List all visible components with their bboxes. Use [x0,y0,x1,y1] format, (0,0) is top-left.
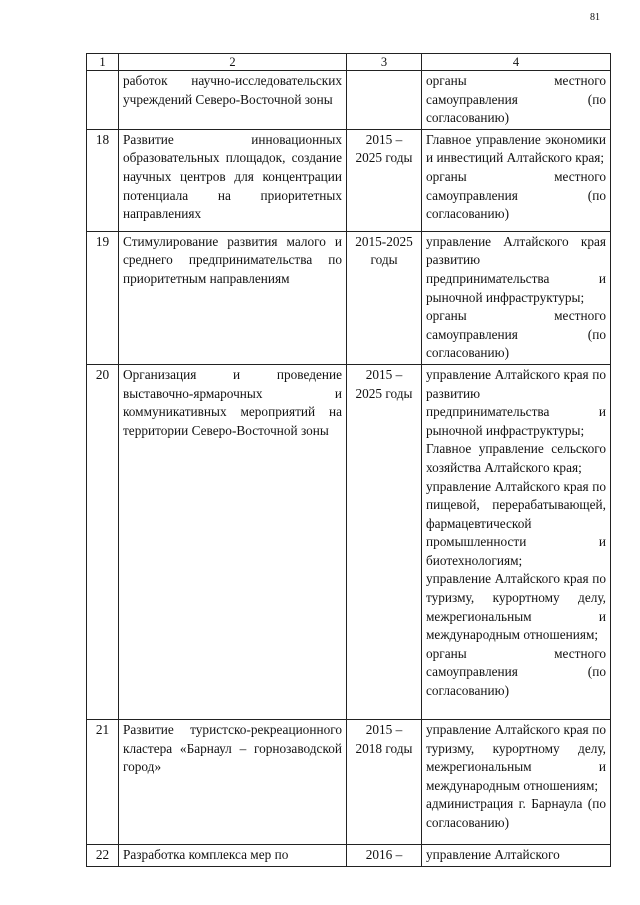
measure-text: работок научно-исследовательских учреждений Северо-Восточной зоны [119,71,347,130]
measure-text: Организация и проведение выставочно-ярмарочных и коммуникативных мероприятий на территории Северо-Восточной зоны [119,364,347,719]
column-number: 2 [119,54,347,71]
row-number: 20 [87,364,119,719]
period-text: 2015 – 2025 годы [347,364,422,719]
executor-item: администрация г. Барнаула (по согласованию) [426,796,606,830]
column-number: 3 [347,54,422,71]
column-number: 1 [87,54,119,71]
table-row [87,71,611,130]
column-number: 4 [422,54,611,71]
table-row [87,231,611,364]
executor-item: управление Алтайского края по развитию предпринимательства и рыночной инфраструктуры; [426,366,606,438]
executor-item: Главное управление сельского хозяйства Алтайского края; [426,441,606,475]
period-text: 2015 – 2025 годы [347,129,422,231]
measure-text: Развитие туристско-рекреационного кластера «Барнаул – горнозаводской город» [119,719,347,844]
table-row [87,364,611,719]
period-text: 2016 – [347,844,422,866]
row-number: 21 [87,719,119,844]
measure-text: Развитие инновационных образовательных площадок, создание научных центров для концентрации потенциала на приоритетных направлениях [119,129,347,231]
executors-cell [422,231,611,364]
executors-cell [422,129,611,231]
executors-cell [422,844,611,866]
executor-item: управление Алтайского края по пищевой, перерабатывающей, фармацевтической промышленности и биотехнологиям; [426,478,606,568]
period-text: 2015 – 2018 годы [347,719,422,844]
row-number: 19 [87,231,119,364]
executors-cell [422,719,611,844]
executors-cell [422,364,611,719]
executor-item: органы местного самоуправления (по согласованию) [426,73,606,126]
table-row [87,844,611,866]
executor-item: управление Алтайского края по туризму, курортному делу, межрегиональным и международным отношениям; [426,721,606,793]
table-row [87,129,611,231]
executor-item: управление Алтайского [426,846,560,862]
row-number: 18 [87,129,119,231]
table-row [87,719,611,844]
executor-item: управление Алтайского края по туризму, курортному делу, межрегиональным и международным отношениям; [426,571,606,643]
measures-table [86,53,611,867]
measure-text: Стимулирование развития малого и среднего предпринимательства по приоритетным направлениям [119,231,347,364]
executor-item: управление Алтайского края развитию предпринимательства и рыночной инфраструктуры; [426,233,606,305]
executor-item: органы местного самоуправления (по согласованию) [426,645,606,699]
executor-item: органы местного самоуправления (по согласованию) [426,308,606,361]
row-number [87,71,119,130]
column-number-row [87,54,611,71]
row-number: 22 [87,844,119,866]
executor-item: органы местного самоуправления (по согласованию) [426,168,606,222]
executors-cell [422,71,611,130]
measure-text: Разработка комплекса мер по [119,844,347,866]
period-text [347,71,422,130]
page-number: 81 [590,12,600,23]
period-text: 2015-2025 годы [347,231,422,364]
executor-item: Главное управление экономики и инвестиций Алтайского края; [426,131,606,166]
